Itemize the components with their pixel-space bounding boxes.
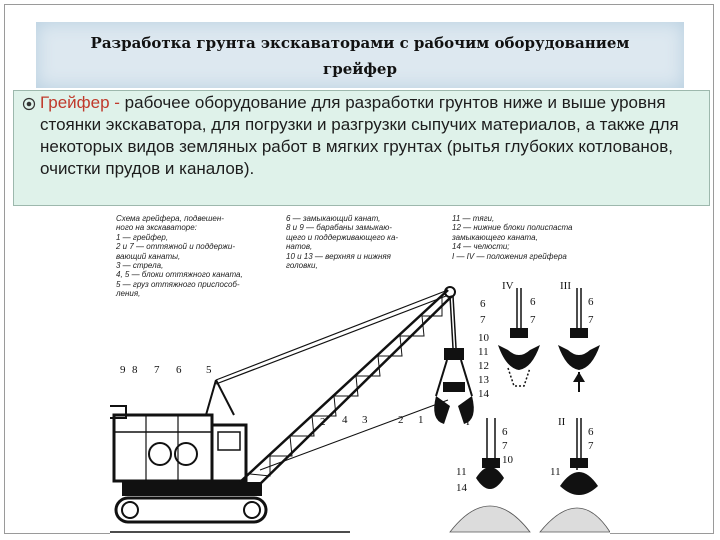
label-rI7: 7 [502,440,508,452]
label-b11: 11 [478,346,489,358]
boom [240,290,448,482]
label-b10: 10 [478,332,489,344]
label-rI11: 11 [456,466,467,478]
legend-line: 2 и 7 — оттяжной и поддержи- [116,242,236,252]
tagline-rope [260,400,448,470]
label-5: 5 [206,364,212,376]
label-rII6: 6 [588,426,594,438]
grab-II-head [570,458,588,468]
label-b14: 14 [478,388,489,400]
label-6: 6 [176,364,182,376]
label-rIV7: 7 [530,314,536,326]
track-wheel [244,502,260,518]
label-3: 3 [362,414,368,426]
label-rI: I [466,416,470,428]
excavator-drawing [110,210,610,538]
legend-line: ного на экскаваторе: [116,223,197,233]
label-4: 4 [342,414,348,426]
title-line-1: Разработка грунта экскаваторами с рабочим оборудованием [90,34,630,52]
grab-I-jaws [476,467,504,489]
drum-8 [149,443,171,465]
legend-line: 10 и 13 — верхняя и нижняя [286,251,391,261]
slide-title [36,30,684,82]
label-b12: 12 [478,360,489,372]
label-rIII7: 7 [588,314,594,326]
legend-line: вающий канаты, [116,251,181,261]
turntable [122,482,262,496]
legend-line: 3 — стрела, [116,261,164,271]
label-b13: 13 [478,374,489,386]
legend-line: ления, [116,289,141,299]
grab-IV-jaws [498,345,540,370]
legend-line: щего и поддерживающего ка- [286,232,399,242]
legend-line: 14 — челюсти; [452,242,510,252]
legend-line: натов, [286,242,313,252]
machine-house [114,415,212,481]
track-wheel [122,502,138,518]
label-rIII6: 6 [588,296,594,308]
label-b7: 7 [480,314,486,326]
grab-III-head [570,328,588,338]
label-1: 1 [418,414,424,426]
legend-line: 12 — нижние блоки полиспаста [452,223,573,233]
label-2b: 2 [398,414,404,426]
bullet-icon [22,97,36,111]
legend-line: замыкающего каната, [452,232,538,242]
label-rIV6: 6 [530,296,536,308]
body-text [40,92,705,180]
legend-line: 8 и 9 — барабаны замыкаю- [286,223,392,233]
soil-pile-2 [540,508,610,532]
term-grab: Грейфер - [40,93,120,112]
label-rI6: 6 [502,426,508,438]
up-arrow-icon [573,372,585,382]
title-line-2: грейфер [323,60,397,78]
label-rII11: 11 [550,466,561,478]
legend-line: 11 — тяги, [452,214,495,223]
legend-line: I — IV — положения грейфера [452,251,567,261]
label-2: 2 [320,416,326,428]
label-rIII: III [560,280,571,292]
label-rI10: 10 [502,454,513,466]
definition-text: рабочее оборудование для разработки грунтов ниже и выше уровня стоянки экскаватора, для погрузки и разгрузки сыпучих материалов, а также для некоторых видов земляных работ в мягких грунтах (рытья глубоких котлованов, очистки прудов и каналов). [40,93,679,178]
grab-III-jaws [558,345,600,370]
label-b6: 6 [480,298,486,310]
legend-line: 5 — груз оттяжного приспособ- [116,279,240,289]
label-rIV: IV [502,280,514,292]
lower-head [443,382,465,392]
legend-line: 4, 5 — блоки оттяжного каната, [116,270,243,280]
label-rI14: 14 [456,482,467,494]
label-rII: II [558,416,566,428]
legend-line: головки, [286,261,318,271]
label-rII7: 7 [588,440,594,452]
grab-excavator-figure [110,210,610,538]
label-9: 9 [120,364,126,376]
grab-II-jaws [560,472,598,495]
legend-line: 1 — грейфер, [116,232,169,242]
soil-pile-1 [450,506,530,532]
label-8: 8 [132,364,138,376]
legend-line: 6 — замыкающий канат, [286,214,381,223]
legend-line: Схема грейфера, подвешен- [116,214,224,223]
grab-I-head [482,458,500,468]
grab-IV-head [510,328,528,338]
label-7: 7 [154,364,160,376]
operator-cabin [212,425,246,481]
upper-head [444,348,464,360]
